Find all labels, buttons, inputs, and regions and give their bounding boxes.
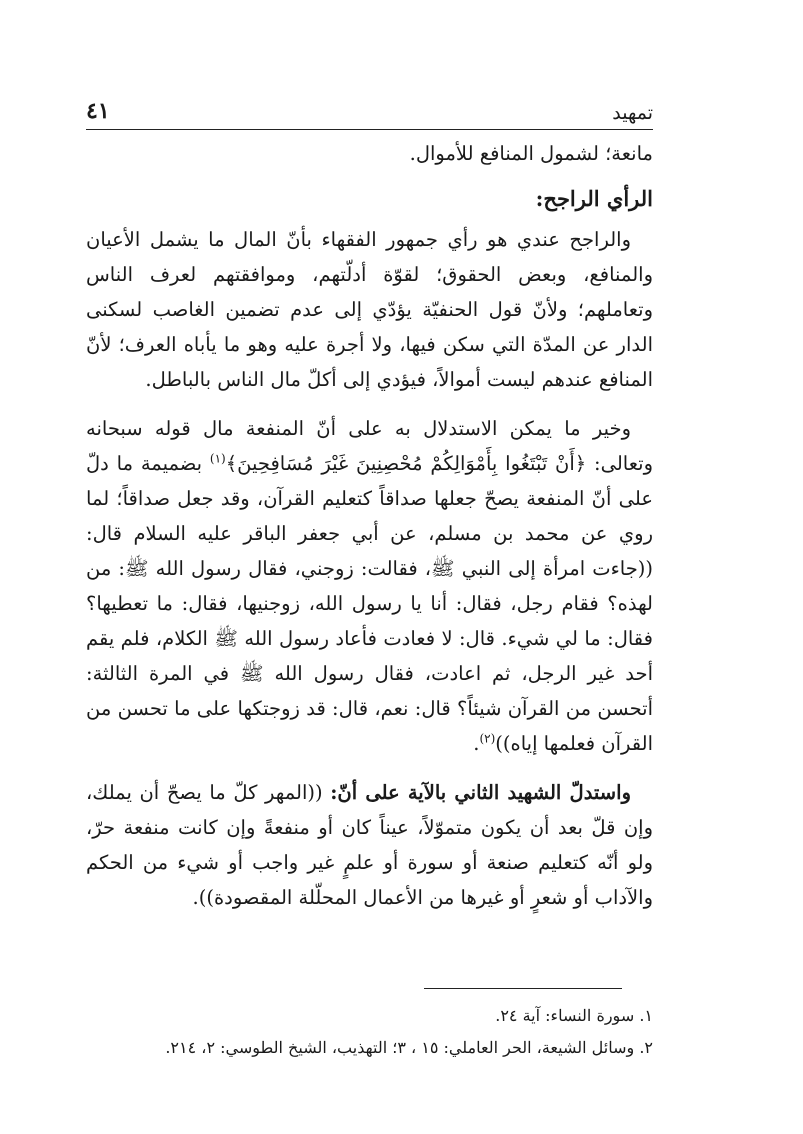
paragraph-continuation: مانعة؛ لشمول المنافع للأموال. [409, 142, 653, 165]
paragraph-second-martyr [86, 775, 653, 915]
page-number: ٤١ [86, 98, 110, 124]
body-text [86, 136, 653, 915]
footnote-ref-1: (١) [209, 451, 226, 466]
section-heading: الرأي الراجح: [535, 186, 653, 211]
second-martyr-lead: واستدلّ الشهيد الثاني بالآية على أنّ: [330, 781, 631, 804]
running-title: تمهيد [612, 102, 653, 124]
footnote-separator [424, 988, 622, 989]
page-header [86, 88, 653, 124]
footnote-1: ١. سورة النساء: آية ٢٤. [495, 1006, 653, 1025]
evidence-end: . [473, 732, 480, 755]
second-martyr-quote: ((المهر كلّ ما يصحّ أن يملك، وإن قلّ بعد أن يكون متموّلاً، عيناً كان أو منفعةً وإن كانت منفعة حرّ، ولو أنّه كتعليم صنعة أو سورة أو علمٍ غير واجب أو شيء من الحكم والآداب أو شعرٍ أو غيرها من الأعمال المحلّلة المقصودة)). [86, 781, 653, 909]
evidence-body: بضميمة ما دلّ على أنّ المنفعة يصحّ جعلها صداقاً كتعليم القرآن، وقد جعل صداقاً؛ لما روي عن محمد بن مسلم، عن أبي جعفر الباقر عليه السلام قال: ((جاءت امرأة إلى النبي ﷺ، فقالت: زوجني، فقال رسول الله ﷺ: من لهذه؟ فقام رجل، فقال: أنا يا رسول الله، زوجنيها، فقال: ما تعطيها؟ فقال: ما لي شيء. قال: لا فعادت فأعاد رسول الله ﷺ الكلام، فلم يقم أحد غير الرجل، ثم اعادت، فقال رسول الله ﷺ في المرة الثالثة: أتحسن من القرآن شيئاً؟ قال: نعم، قال: قد زوجتكها على ما تحسن من القرآن فعلمها إياه)) [86, 452, 653, 755]
footnote-2: ٢. وسائل الشيعة، الحر العاملي: ١٥ ، ٣؛ التهذيب، الشيخ الطوسي: ٢، ٢١٤. [165, 1038, 653, 1057]
footnote-ref-2: (٢) [479, 731, 496, 746]
paragraph-preferred-opinion: والراجح عندي هو رأي جمهور الفقهاء بأنّ المال ما يشمل الأعيان والمنافع، وبعض الحقوق؛ لقوّة أدلّتهم، وموافقتهم لعرف الناس وتعاملهم؛ ولأنّ قول الحنفيّة يؤدّي إلى عدم تضمين الغاصب لسكنى الدار عن المدّة التي سكن فيها، ولا أجرة عليه وهو ما يأباه العرف؛ لأنّ المنافع عندهم ليست أموالاً، فيؤدي إلى أكلّ مال الناس بالباطل. [86, 228, 653, 391]
evidence-intro: وخير ما يمكن الاستدلال به على أنّ المنفعة مال قوله سبحانه وتعالى: [86, 417, 653, 475]
paragraph-evidence [86, 411, 653, 761]
header-rule [86, 129, 653, 130]
footnotes [86, 1000, 653, 1064]
quran-verse: ﴿أَنْ تَبْتَغُوا بِأَمْوَالِكُمْ مُحْصِنِينَ غَيْرَ مُسَافِحِينَ﴾ [225, 452, 587, 475]
